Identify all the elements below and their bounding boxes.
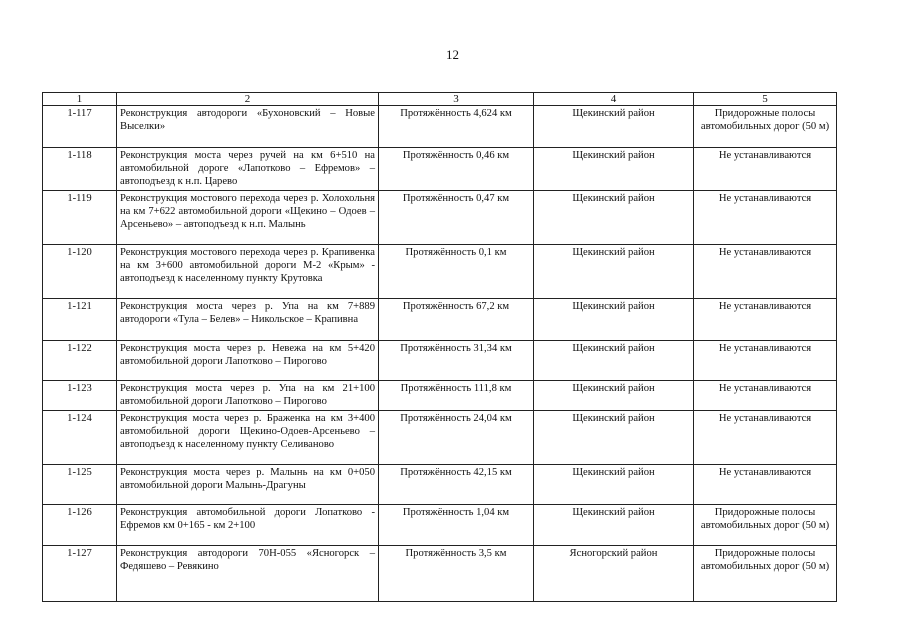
- object-name-cell: Реконструкция автодороги «Бухоновский – Новые Выселки»: [117, 106, 379, 148]
- row-number-cell: 1-123: [43, 381, 117, 411]
- protection-zone-cell: Не устанавливаются: [694, 411, 837, 465]
- protection-zone-cell: Не устанавливаются: [694, 465, 837, 505]
- object-name-cell: Реконструкция моста через р. Упа на км 21+100 автомобильной дороги Лапотково – Пирогово: [117, 381, 379, 411]
- object-name-cell: Реконструкция моста через р. Браженка на км 3+400 автомобильной дороги Щекино-Одоев-Арсеньево – автоподъезд к населенному пункту Селиваново: [117, 411, 379, 465]
- object-name-cell: Реконструкция мостового перехода через р. Холохольня на км 7+622 автомобильной дороги «Щекино – Одоев – Арсеньево» – автоподъезд к н.п. Малынь: [117, 191, 379, 245]
- object-name-cell: Реконструкция моста через ручей на км 6+510 на автомобильной дороге «Лапотково – Ефремов» – автоподъезд к н.п. Царево: [117, 148, 379, 191]
- table-row: [43, 546, 837, 602]
- object-name-cell: Реконструкция автодороги 70Н-055 «Ясногорск – Федяшево – Ревякино: [117, 546, 379, 602]
- district-cell: Щекинский район: [534, 191, 694, 245]
- column-header-3: 3: [379, 93, 534, 106]
- object-length-cell: Протяжённость 0,1 км: [379, 245, 534, 299]
- object-name-cell: Реконструкция моста через р. Упа на км 7+889 автодороги «Тула – Белев» – Никольское – Крапивна: [117, 299, 379, 341]
- protection-zone-cell: Придорожные полосы автомобильных дорог (50 м): [694, 505, 837, 546]
- district-cell: Щекинский район: [534, 411, 694, 465]
- object-length-cell: Протяжённость 31,34 км: [379, 341, 534, 381]
- registry-table: [42, 92, 837, 602]
- district-cell: Щекинский район: [534, 245, 694, 299]
- district-cell: Щекинский район: [534, 381, 694, 411]
- row-number-cell: 1-127: [43, 546, 117, 602]
- row-number-cell: 1-120: [43, 245, 117, 299]
- row-number-cell: 1-118: [43, 148, 117, 191]
- district-cell: Ясногорский район: [534, 546, 694, 602]
- row-number-cell: 1-122: [43, 341, 117, 381]
- district-cell: Щекинский район: [534, 299, 694, 341]
- object-length-cell: Протяжённость 4,624 км: [379, 106, 534, 148]
- protection-zone-cell: Придорожные полосы автомобильных дорог (50 м): [694, 106, 837, 148]
- object-length-cell: Протяжённость 24,04 км: [379, 411, 534, 465]
- protection-zone-cell: Не устанавливаются: [694, 341, 837, 381]
- column-header-5: 5: [694, 93, 837, 106]
- object-length-cell: Протяжённость 0,47 км: [379, 191, 534, 245]
- table-row: [43, 191, 837, 245]
- header-row: [43, 93, 837, 106]
- row-number-cell: 1-117: [43, 106, 117, 148]
- district-cell: Щекинский район: [534, 465, 694, 505]
- district-cell: Щекинский район: [534, 148, 694, 191]
- protection-zone-cell: Придорожные полосы автомобильных дорог (50 м): [694, 546, 837, 602]
- column-header-2: 2: [117, 93, 379, 106]
- object-length-cell: Протяжённость 67,2 км: [379, 299, 534, 341]
- object-length-cell: Протяжённость 1,04 км: [379, 505, 534, 546]
- protection-zone-cell: Не устанавливаются: [694, 299, 837, 341]
- object-length-cell: Протяжённость 3,5 км: [379, 546, 534, 602]
- object-name-cell: Реконструкция моста через р. Невежа на км 5+420 автомобильной дороги Лапотково – Пирогово: [117, 341, 379, 381]
- table-row: [43, 465, 837, 505]
- object-length-cell: Протяжённость 42,15 км: [379, 465, 534, 505]
- table-row: [43, 299, 837, 341]
- row-number-cell: 1-126: [43, 505, 117, 546]
- protection-zone-cell: Не устанавливаются: [694, 381, 837, 411]
- object-length-cell: Протяжённость 0,46 км: [379, 148, 534, 191]
- district-cell: Щекинский район: [534, 341, 694, 381]
- object-length-cell: Протяжённость 111,8 км: [379, 381, 534, 411]
- column-header-1: 1: [43, 93, 117, 106]
- table-row: [43, 106, 837, 148]
- table-row: [43, 148, 837, 191]
- row-number-cell: 1-121: [43, 299, 117, 341]
- object-name-cell: Реконструкция автомобильной дороги Лопатково - Ефремов км 0+165 - км 2+100: [117, 505, 379, 546]
- table-row: [43, 411, 837, 465]
- column-header-4: 4: [534, 93, 694, 106]
- table-row: [43, 505, 837, 546]
- page-number: 12: [446, 47, 459, 62]
- protection-zone-cell: Не устанавливаются: [694, 245, 837, 299]
- table-row: [43, 245, 837, 299]
- protection-zone-cell: Не устанавливаются: [694, 191, 837, 245]
- protection-zone-cell: Не устанавливаются: [694, 148, 837, 191]
- object-name-cell: Реконструкция мостового перехода через р. Крапивенка на км 3+600 автомобильной дороги М-2 «Крым» - автоподъезд к населенному пункту Крутовка: [117, 245, 379, 299]
- district-cell: Щекинский район: [534, 505, 694, 546]
- row-number-cell: 1-125: [43, 465, 117, 505]
- row-number-cell: 1-124: [43, 411, 117, 465]
- row-number-cell: 1-119: [43, 191, 117, 245]
- table-row: [43, 341, 837, 381]
- table-row: [43, 381, 837, 411]
- district-cell: Щекинский район: [534, 106, 694, 148]
- object-name-cell: Реконструкция моста через р. Малынь на км 0+050 автомобильной дороги Малынь-Драгуны: [117, 465, 379, 505]
